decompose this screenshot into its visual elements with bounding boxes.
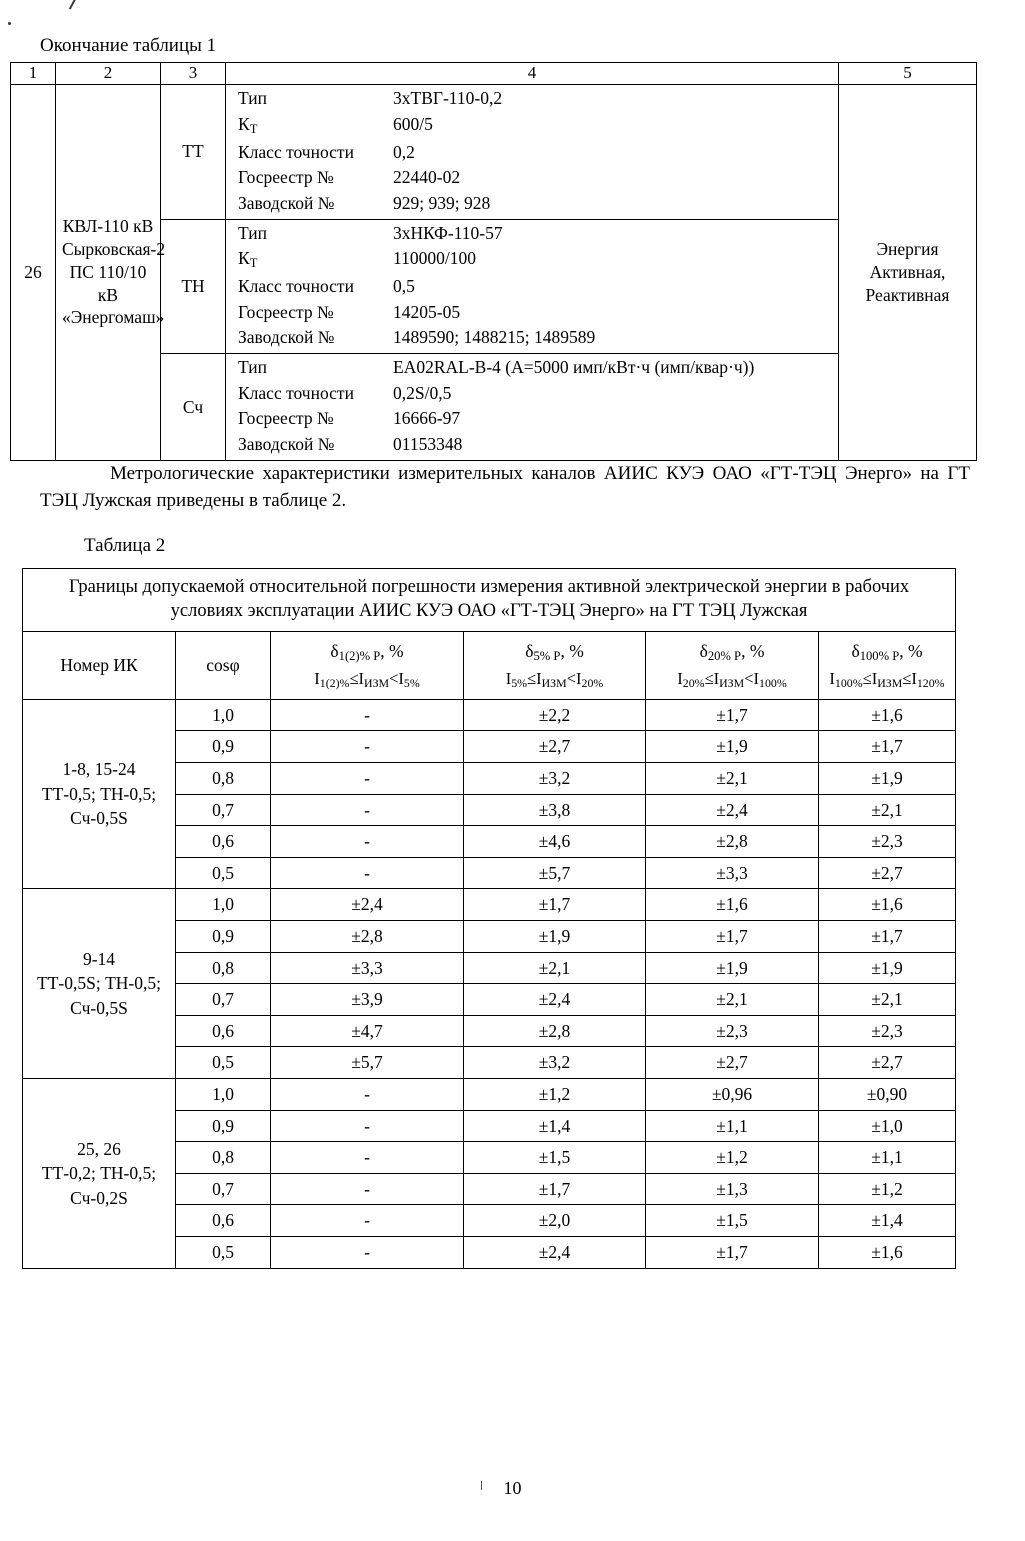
group-label — [23, 1078, 176, 1268]
delta-100-value: ±2,3 — [819, 826, 956, 858]
delta-5-value: ±2,4 — [464, 1236, 646, 1268]
param-row — [226, 381, 838, 407]
header-line-1: $\delta_{5\% P}$, % — [525, 640, 584, 663]
device-parameters-tn — [226, 219, 839, 354]
param-row — [226, 246, 838, 274]
delta-1-2-value: - — [271, 1173, 464, 1205]
delta-100-value: ±2,3 — [819, 1015, 956, 1047]
table-1-continuation — [10, 62, 977, 461]
param-key: Тип — [238, 357, 267, 378]
group-label — [23, 699, 176, 889]
table-row-header — [23, 631, 956, 699]
delta-5-value: ±1,9 — [464, 921, 646, 953]
page-number — [0, 1478, 1025, 1499]
delta-5-value: ±3,2 — [464, 1047, 646, 1079]
param-value: 929; 939; 928 — [393, 192, 491, 213]
table-row — [23, 889, 956, 921]
param-key: Госреестр № — [238, 408, 334, 429]
delta-5-value: ±4,6 — [464, 826, 646, 858]
delta-20-value: ±2,4 — [646, 794, 819, 826]
param-value: 600/5 — [393, 113, 433, 134]
column-number-1: 1 — [11, 63, 56, 85]
delta-20-value: ±1,1 — [646, 1110, 819, 1142]
delta-1-2-value: - — [271, 763, 464, 795]
delta-100-value: ±1,7 — [819, 731, 956, 763]
delta-20-value: ±0,96 — [646, 1078, 819, 1110]
delta-1-2-value: - — [271, 1236, 464, 1268]
param-value: 1489590; 1488215; 1489589 — [393, 327, 596, 348]
delta-1-2-value: - — [271, 794, 464, 826]
cos-value: 0,8 — [176, 952, 271, 984]
param-value: 110000/100 — [393, 248, 476, 269]
cos-value: 0,8 — [176, 1142, 271, 1174]
delta-20-value: ±1,7 — [646, 699, 819, 731]
delta-1-2-value: - — [271, 1142, 464, 1174]
cos-value: 0,6 — [176, 826, 271, 858]
param-key: Класс точности — [238, 141, 354, 162]
delta-1-2-value: - — [271, 1078, 464, 1110]
group-label — [23, 889, 176, 1079]
delta-1-2-value: ±3,9 — [271, 984, 464, 1016]
delta-100-value: ±1,7 — [819, 921, 956, 953]
header-line-2: $I_{1(2)\%}\le I_{ИЗМ}<I_{5\%}$ — [314, 669, 420, 691]
delta-5-value: ±1,2 — [464, 1078, 646, 1110]
delta-1-2-value: - — [271, 826, 464, 858]
cos-value: 0,9 — [176, 1110, 271, 1142]
param-key: Тип — [238, 222, 267, 243]
param-row — [226, 274, 838, 300]
delta-1-2-value: - — [271, 1205, 464, 1237]
cos-value: 0,5 — [176, 1236, 271, 1268]
delta-100-value: ±2,7 — [819, 857, 956, 889]
delta-20-value: ±1,7 — [646, 921, 819, 953]
column-number-2: 2 — [56, 63, 161, 85]
table1-caption: Окончание таблицы 1 — [40, 35, 217, 56]
delta-20-value: ±2,8 — [646, 826, 819, 858]
header-line-1: $\delta_{1(2)\% P}$, % — [330, 640, 404, 663]
delta-1-2-value: - — [271, 1110, 464, 1142]
object-line: Сырковская-2 — [62, 239, 166, 260]
param-row — [226, 140, 838, 166]
param-value: 3хТВГ-110-0,2 — [393, 88, 503, 108]
delta-100-value: ±1,6 — [819, 1236, 956, 1268]
header-line-1: $\delta_{100\% P}$, % — [851, 640, 923, 663]
param-row — [226, 191, 838, 217]
device-type-tt: ТТ — [161, 85, 226, 220]
param-row — [226, 406, 838, 432]
param-key: Класс точности — [238, 276, 354, 297]
delta-1-2-value: ±4,7 — [271, 1015, 464, 1047]
table-2-metrological-characteristics — [22, 568, 956, 1269]
delta-1-2-value: ±5,7 — [271, 1047, 464, 1079]
energy-line: Реактивная — [865, 284, 950, 305]
delta-5-value: ±1,7 — [464, 889, 646, 921]
header-line-2: $I_{100\%}\le I_{ИЗМ}\le I_{120\%}$ — [829, 669, 945, 691]
cos-value: 0,7 — [176, 1173, 271, 1205]
group-label-line: Сч-0,5S — [70, 997, 128, 1018]
param-value: 16666-97 — [393, 408, 461, 429]
header-cos: cosφ — [176, 631, 271, 699]
delta-20-value: ±2,3 — [646, 1015, 819, 1047]
device-type-sch: Сч — [161, 354, 226, 461]
cos-value: 0,5 — [176, 857, 271, 889]
delta-100-value: ±2,1 — [819, 794, 956, 826]
group-label-line: ТТ-0,5S; ТН-0,5; — [37, 973, 161, 994]
scan-speck — [69, 0, 77, 10]
header-delta-1-2 — [271, 631, 464, 699]
cos-value: 0,6 — [176, 1015, 271, 1047]
cos-value: 0,8 — [176, 763, 271, 795]
header-line-1: $\delta_{20\% P}$, % — [699, 640, 765, 663]
header-delta-5 — [464, 631, 646, 699]
delta-20-value: ±2,1 — [646, 984, 819, 1016]
param-row — [226, 355, 838, 381]
table2-title: Границы допускаемой относительной погрешности измерения активной электрической энергии в рабочих условиях эксплуатации АИИС КУЭ ОАО «ГТ-ТЭЦ Энерго» на ГТ ТЭЦ Лужская — [23, 569, 956, 632]
delta-5-value: ±5,7 — [464, 857, 646, 889]
column-number-5: 5 — [839, 63, 977, 85]
delta-100-value: ±1,0 — [819, 1110, 956, 1142]
delta-20-value: ±1,9 — [646, 731, 819, 763]
row-index: 26 — [11, 85, 56, 461]
param-value: 01153348 — [393, 434, 463, 455]
delta-100-value: ±1,9 — [819, 763, 956, 795]
param-value: 0,5 — [393, 276, 415, 297]
param-key: $К_Т$ — [238, 113, 258, 136]
object-line: ПС 110/10 кВ — [69, 261, 147, 305]
object-line: «Энергомаш» — [62, 307, 165, 328]
delta-100-value: ±1,2 — [819, 1173, 956, 1205]
column-number-3: 3 — [161, 63, 226, 85]
column-number-4: 4 — [226, 63, 839, 85]
header-delta-100 — [819, 631, 956, 699]
device-parameters-tt — [226, 85, 839, 220]
group-label-line: Сч-0,5S — [70, 808, 128, 829]
delta-5-value: ±2,1 — [464, 952, 646, 984]
cos-value: 0,7 — [176, 984, 271, 1016]
group-label-line: ТТ-0,2; ТН-0,5; — [41, 1163, 157, 1183]
delta-5-value: ±1,7 — [464, 1173, 646, 1205]
cos-value: 0,7 — [176, 794, 271, 826]
param-key: Заводской № — [238, 327, 335, 348]
delta-1-2-value: ±2,4 — [271, 889, 464, 921]
delta-20-value: ±1,5 — [646, 1205, 819, 1237]
delta-20-value: ±1,9 — [646, 952, 819, 984]
param-row — [226, 300, 838, 326]
delta-1-2-value: ±3,3 — [271, 952, 464, 984]
param-key: Заводской № — [238, 192, 335, 213]
group-label-line: 9-14 — [82, 948, 116, 969]
param-row — [226, 325, 838, 351]
delta-20-value: ±1,6 — [646, 889, 819, 921]
group-label-line: ТТ-0,5; ТН-0,5; — [41, 783, 157, 804]
param-row — [226, 432, 838, 458]
param-value: 0,2S/0,5 — [393, 382, 452, 403]
scan-speck — [8, 22, 11, 25]
param-key: $К_Т$ — [238, 248, 258, 271]
header-line-2: $I_{5\%}\le I_{ИЗМ}<I_{20\%}$ — [505, 669, 604, 691]
object-line: КВЛ-110 кВ — [62, 216, 154, 237]
param-key: Госреестр № — [238, 301, 334, 322]
delta-100-value: ±2,1 — [819, 984, 956, 1016]
cos-value: 1,0 — [176, 1078, 271, 1110]
param-key: Заводской № — [238, 434, 335, 455]
delta-100-value: ±1,9 — [819, 952, 956, 984]
param-key: Госреестр № — [238, 167, 334, 188]
delta-5-value: ±2,7 — [464, 731, 646, 763]
param-value: EA02RAL-B-4 (A=5000 имп/кВт·ч (имп/квар·ч)) — [393, 357, 755, 378]
scan-tick-mark — [481, 1481, 482, 1490]
table2-caption: Таблица 2 — [84, 535, 166, 556]
delta-5-value: ±1,5 — [464, 1142, 646, 1174]
table-row — [23, 699, 956, 731]
device-parameters-sch — [226, 354, 839, 461]
group-label-line: 25, 26 — [77, 1138, 121, 1159]
cos-value: 0,5 — [176, 1047, 271, 1079]
delta-100-value: ±1,6 — [819, 889, 956, 921]
param-value: 22440-02 — [393, 167, 461, 188]
delta-100-value: ±1,6 — [819, 699, 956, 731]
delta-5-value: ±2,0 — [464, 1205, 646, 1237]
object-name — [56, 85, 166, 461]
param-value: 3хНКФ-110-57 — [393, 222, 503, 243]
cos-value: 0,9 — [176, 731, 271, 763]
delta-100-value: ±1,4 — [819, 1205, 956, 1237]
intro-paragraph: Метрологические характеристики измерительных каналов АИИС КУЭ ОАО «ГТ-ТЭЦ Энерго» на ГТ ТЭЦ Лужская приведены в таблице 2. — [40, 463, 970, 511]
delta-100-value: ±2,7 — [819, 1047, 956, 1079]
delta-5-value: ±2,2 — [464, 699, 646, 731]
header-line-2: $I_{20\%}\le I_{ИЗМ}<I_{100\%}$ — [677, 669, 787, 691]
delta-20-value: ±2,7 — [646, 1047, 819, 1079]
energy-type — [839, 85, 977, 461]
delta-5-value: ±1,4 — [464, 1110, 646, 1142]
delta-20-value: ±1,2 — [646, 1142, 819, 1174]
table-row-title — [23, 569, 956, 632]
group-label-line: Сч-0,2S — [70, 1187, 128, 1208]
delta-5-value: ±3,2 — [464, 763, 646, 795]
delta-1-2-value: - — [271, 699, 464, 731]
param-value: 0,2 — [393, 141, 415, 162]
delta-100-value: ±0,90 — [819, 1078, 956, 1110]
table-row-column-numbers — [11, 63, 977, 85]
energy-line: Энергия — [876, 239, 939, 260]
table-row — [11, 85, 977, 220]
param-row — [226, 112, 838, 140]
delta-100-value: ±1,1 — [819, 1142, 956, 1174]
header-delta-20 — [646, 631, 819, 699]
delta-20-value: ±1,7 — [646, 1236, 819, 1268]
group-label-line: 1-8, 15-24 — [62, 759, 136, 780]
delta-1-2-value: - — [271, 731, 464, 763]
delta-5-value: ±2,4 — [464, 984, 646, 1016]
delta-5-value: ±2,8 — [464, 1015, 646, 1047]
param-key: Класс точности — [238, 382, 354, 403]
table-row — [23, 1078, 956, 1110]
param-value: 14205-05 — [393, 301, 461, 322]
param-row — [226, 86, 838, 112]
header-group: Номер ИК — [23, 631, 176, 699]
param-key: Тип — [238, 88, 267, 108]
param-row — [226, 221, 838, 247]
page-number-value: 10 — [503, 1478, 522, 1498]
cos-value: 0,6 — [176, 1205, 271, 1237]
energy-line: Активная, — [869, 261, 946, 282]
device-type-tn: ТН — [161, 219, 226, 354]
delta-20-value: ±1,3 — [646, 1173, 819, 1205]
cos-value: 0,9 — [176, 921, 271, 953]
cos-value: 1,0 — [176, 699, 271, 731]
delta-5-value: ±3,8 — [464, 794, 646, 826]
cos-value: 1,0 — [176, 889, 271, 921]
delta-1-2-value: - — [271, 857, 464, 889]
param-row — [226, 165, 838, 191]
delta-20-value: ±2,1 — [646, 763, 819, 795]
delta-1-2-value: ±2,8 — [271, 921, 464, 953]
delta-20-value: ±3,3 — [646, 857, 819, 889]
